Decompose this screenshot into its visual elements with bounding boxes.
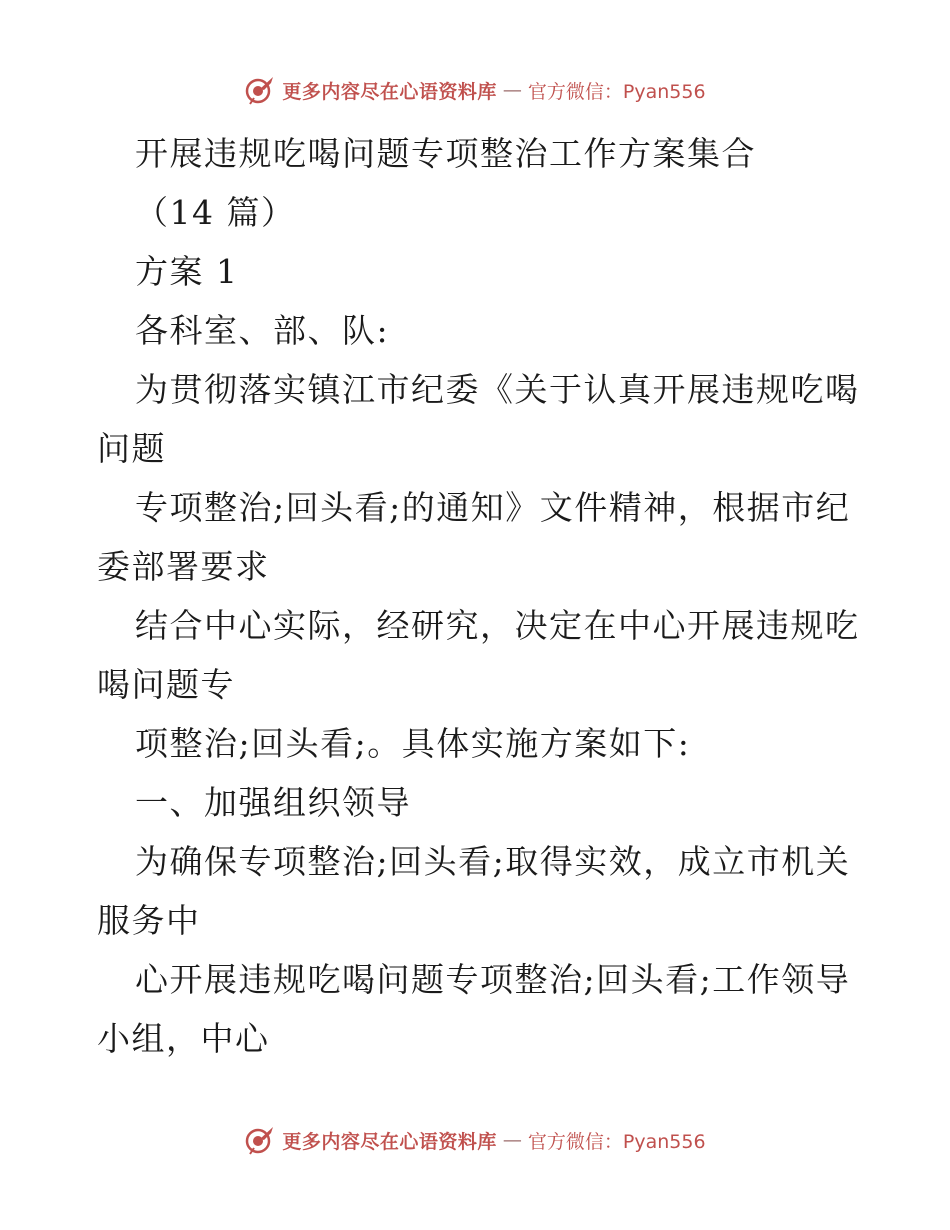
paragraph-line: 服务中 [97, 901, 201, 940]
paragraph-line: 专项整治;回头看;的通知》文件精神，根据市纪 [135, 488, 851, 527]
watermark-text: 更多内容尽在心语资料库 [282, 80, 497, 103]
paragraph-line: 委部署要求 [97, 547, 270, 586]
document-title-count: （14 篇） [135, 193, 296, 232]
paragraph-line: 项整治;回头看;。具体实施方案如下: [135, 724, 691, 763]
paragraph-line: 心开展违规吃喝问题专项整治;回头看;工作领导 [135, 960, 851, 999]
paragraph-line: 为确保专项整治;回头看;取得实效，成立市机关 [135, 842, 851, 881]
paragraph-line: 问题 [97, 429, 166, 468]
watermark-header [0, 70, 950, 110]
document-body [97, 124, 860, 1068]
document-title: 开展违规吃喝问题专项整治工作方案集合 [135, 134, 756, 173]
paragraph-line: 为贯彻落实镇江市纪委《关于认真开展违规吃喝 [135, 370, 860, 409]
paragraph-line: 结合中心实际，经研究，决定在中心开展违规吃 [135, 606, 860, 645]
quill-logo-icon [244, 1124, 276, 1156]
watermark-wechat: 官方微信：Pyan556 [527, 1130, 706, 1153]
watermark-dash: — [502, 79, 522, 101]
paragraph-line: 喝问题专 [97, 665, 235, 704]
section-heading: 一、加强组织领导 [135, 783, 411, 822]
watermark-text: 更多内容尽在心语资料库 [282, 1130, 497, 1153]
watermark-dash: — [502, 1129, 522, 1151]
salutation: 各科室、部、队: [135, 311, 390, 350]
section-heading: 方案 1 [135, 252, 239, 291]
watermark-footer [0, 1120, 950, 1160]
paragraph-line: 小组，中心 [97, 1019, 270, 1058]
quill-logo-icon [244, 74, 276, 106]
watermark-wechat: 官方微信：Pyan556 [527, 80, 706, 103]
